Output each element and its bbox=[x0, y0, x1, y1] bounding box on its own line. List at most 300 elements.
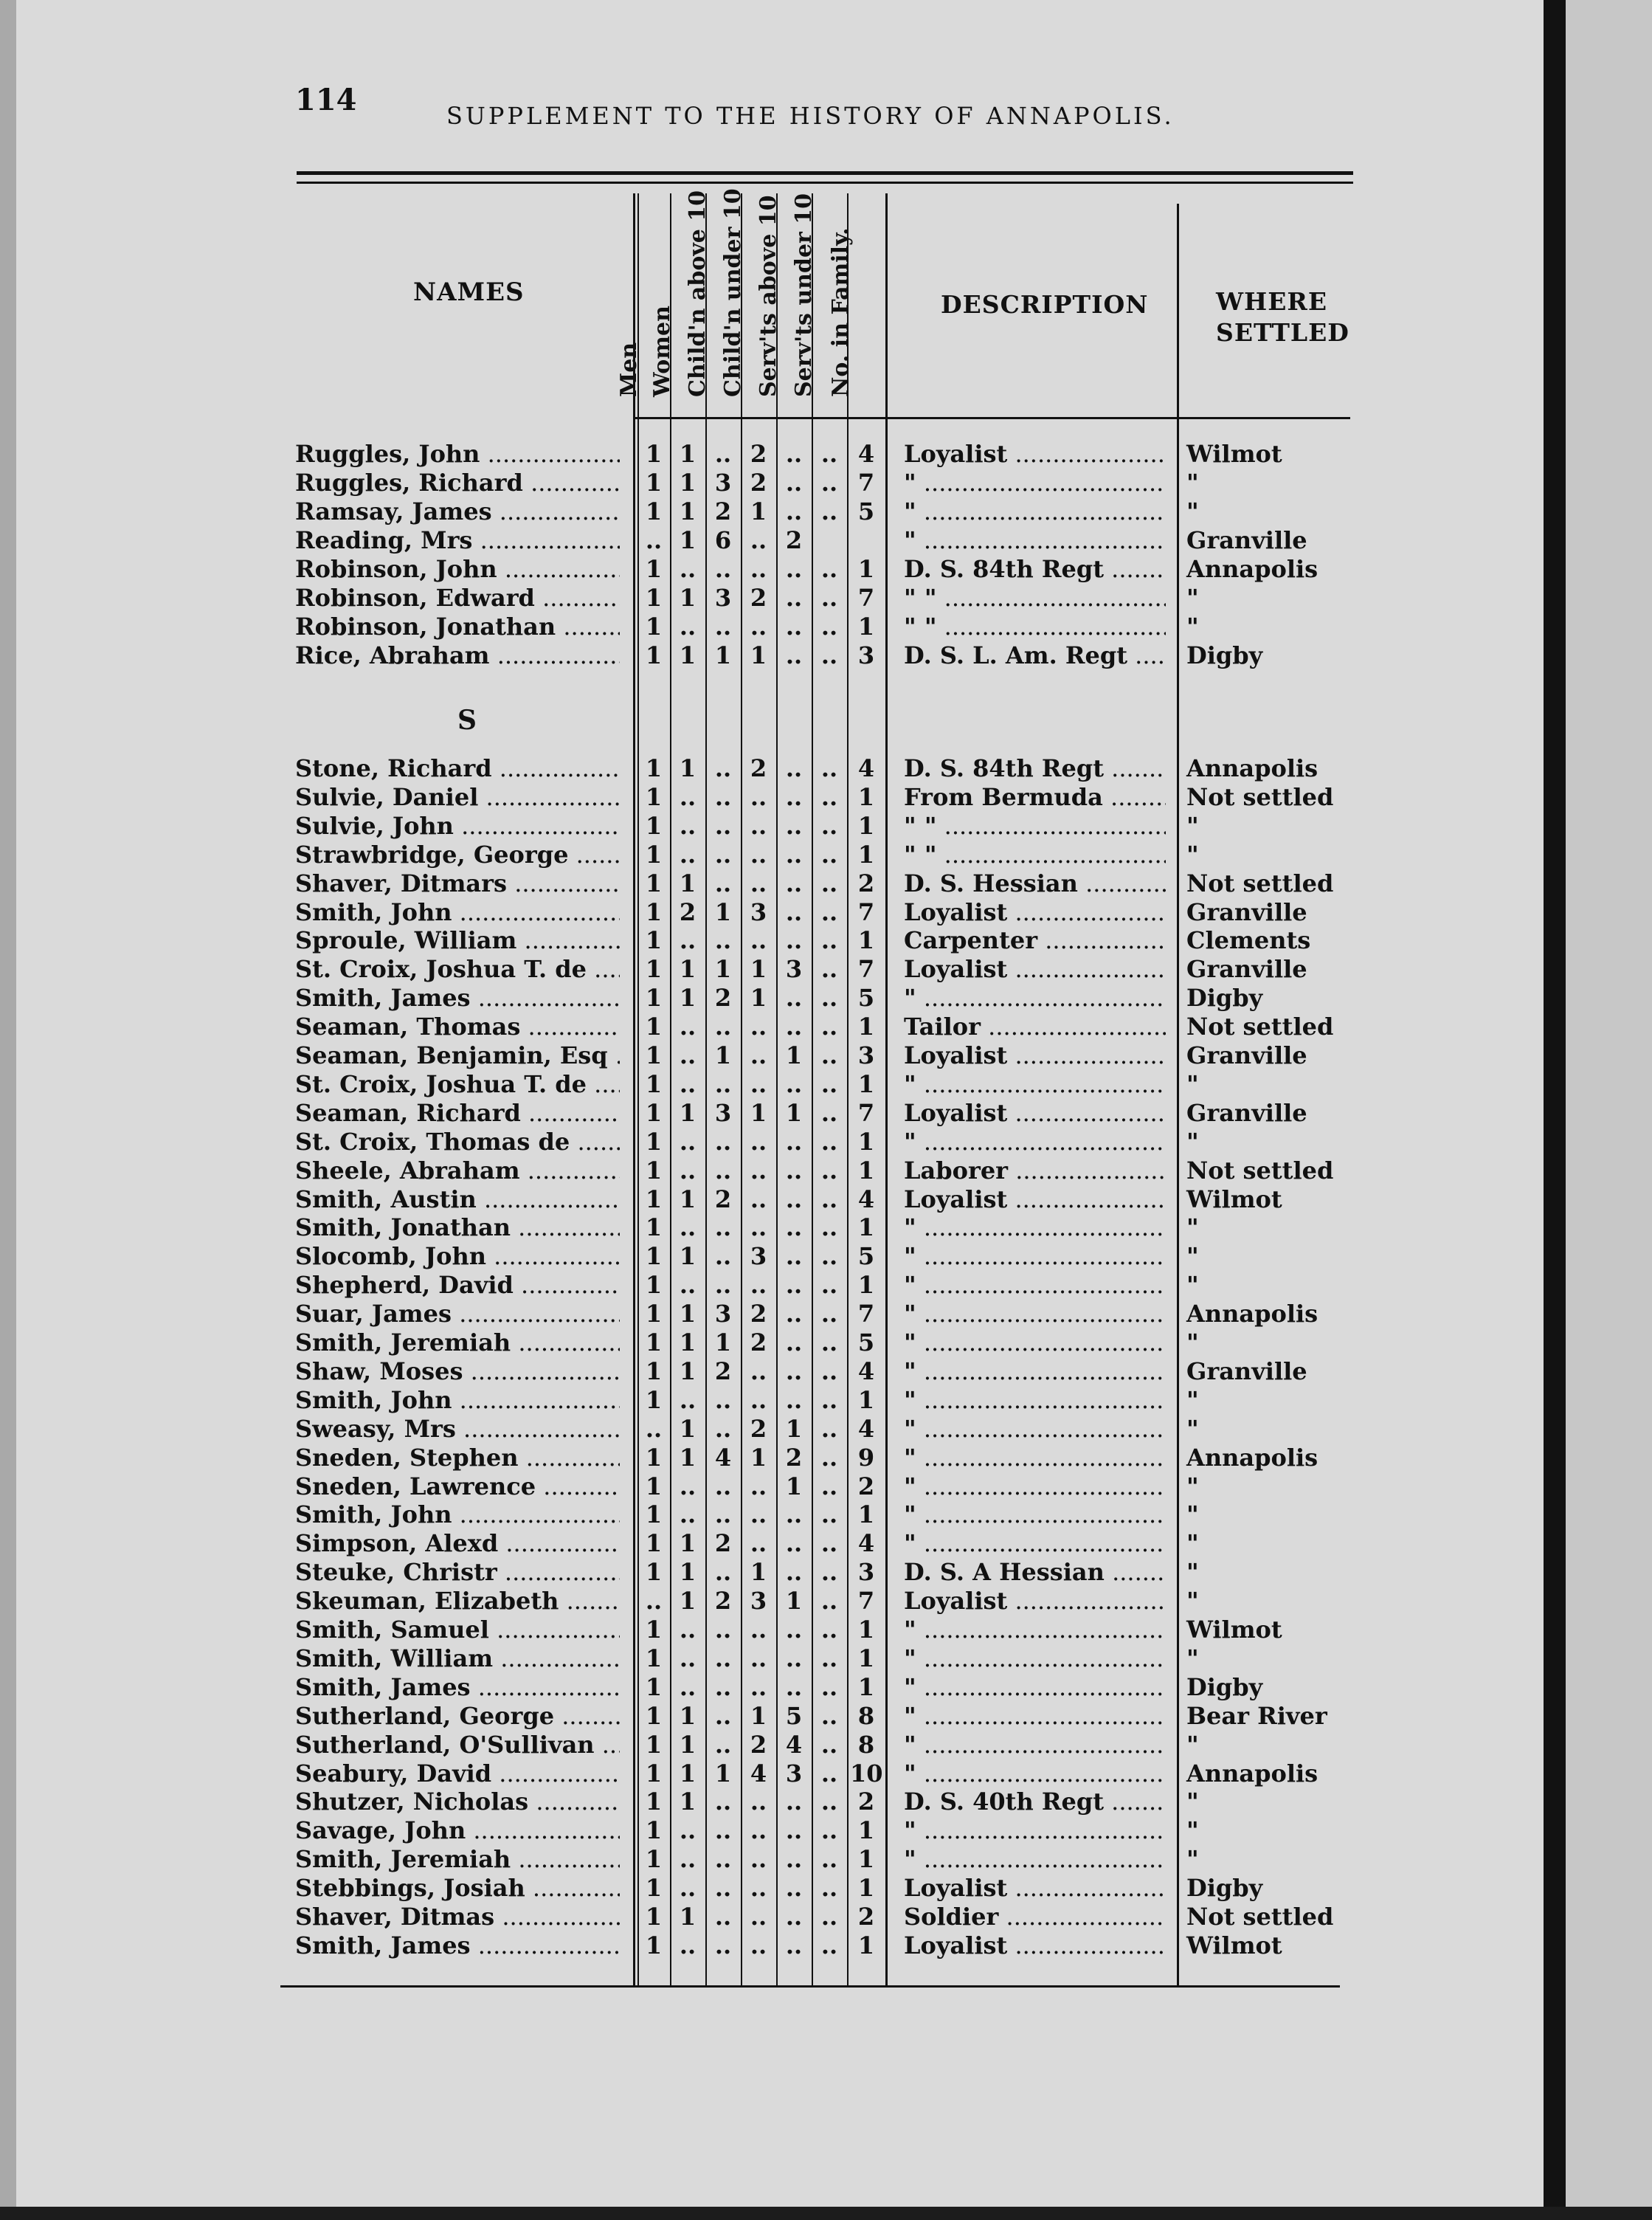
row-count-men: 1 bbox=[645, 754, 663, 782]
row-name: St. Croix, Thomas de ..... bbox=[295, 1128, 620, 1156]
row-name: Smith, James ..... bbox=[295, 1931, 620, 1959]
table-row bbox=[0, 1357, 1527, 1385]
row-count-fam: 8 bbox=[857, 1701, 875, 1730]
table-row bbox=[0, 1213, 1527, 1241]
row-count-cu: .. bbox=[750, 782, 767, 811]
row-where-settled: " bbox=[1186, 497, 1199, 525]
row-count-sa: 1 bbox=[785, 1414, 803, 1443]
row-count-ca: 2 bbox=[714, 984, 732, 1013]
row-description: D. S. L. Am. Regt ..... bbox=[904, 641, 1166, 669]
row-count-su: .. bbox=[820, 1931, 838, 1959]
row-count-women: 1 bbox=[679, 1328, 697, 1357]
row-count-women: 1 bbox=[679, 1903, 697, 1931]
row-count-su: .. bbox=[820, 1500, 838, 1529]
row-count-ca: 3 bbox=[714, 584, 732, 612]
row-count-su: .. bbox=[820, 1041, 838, 1069]
row-where-settled: " bbox=[1186, 1845, 1199, 1874]
row-count-sa: 3 bbox=[785, 955, 803, 984]
row-count-cu: 1 bbox=[750, 1558, 767, 1587]
row-count-ca: .. bbox=[714, 1730, 732, 1759]
row-count-cu: .. bbox=[750, 1903, 767, 1931]
row-name: Strawbridge, George ..... bbox=[295, 841, 620, 869]
row-count-su: .. bbox=[820, 1185, 838, 1213]
row-count-women: 1 bbox=[679, 440, 697, 468]
row-count-cu: .. bbox=[750, 1013, 767, 1041]
row-count-ca: .. bbox=[714, 811, 732, 840]
row-count-fam: 4 bbox=[857, 440, 875, 468]
table-row bbox=[0, 1415, 1527, 1443]
row-count-sa: .. bbox=[785, 1931, 803, 1959]
row-count-fam: 8 bbox=[857, 1730, 875, 1759]
row-count-sa: .. bbox=[785, 1816, 803, 1845]
row-count-sa: .. bbox=[785, 1500, 803, 1529]
row-count-cu: .. bbox=[750, 1156, 767, 1185]
row-count-cu: .. bbox=[750, 526, 767, 554]
row-count-ca: 1 bbox=[714, 1759, 732, 1788]
row-name: Smith, Jeremiah ..... bbox=[295, 1328, 620, 1357]
row-count-men: 1 bbox=[645, 1472, 663, 1500]
row-count-women: 1 bbox=[679, 1730, 697, 1759]
row-count-ca: 6 bbox=[714, 526, 732, 554]
row-count-ca: .. bbox=[714, 1672, 732, 1701]
row-name: Sutherland, George ..... bbox=[295, 1702, 620, 1730]
table-row bbox=[0, 1644, 1527, 1672]
row-description: " ..... bbox=[904, 1300, 1166, 1328]
row-count-ca: .. bbox=[714, 1845, 732, 1874]
row-description: " ..... bbox=[904, 1702, 1166, 1730]
row-name: Seaman, Richard ..... bbox=[295, 1099, 620, 1127]
row-count-sa: .. bbox=[785, 840, 803, 869]
row-count-su: .. bbox=[820, 1414, 838, 1443]
row-count-sa: .. bbox=[785, 1242, 803, 1271]
table-row bbox=[0, 1702, 1527, 1730]
row-name: Stone, Richard ..... bbox=[295, 754, 620, 782]
row-count-men: 1 bbox=[645, 1788, 663, 1816]
row-count-women: 1 bbox=[679, 1300, 697, 1328]
row-name: Sulvie, Daniel ..... bbox=[295, 783, 620, 811]
row-name: Simpson, Alexd ..... bbox=[295, 1529, 620, 1557]
table-row bbox=[0, 555, 1527, 583]
row-where-settled: " bbox=[1186, 1644, 1199, 1672]
row-count-cu: .. bbox=[750, 1788, 767, 1816]
row-count-fam: 10 bbox=[850, 1759, 883, 1788]
row-count-fam: 1 bbox=[857, 782, 875, 811]
row-count-su: .. bbox=[820, 1558, 838, 1587]
row-name: Smith, John ..... bbox=[295, 1386, 620, 1414]
row-description: " " ..... bbox=[904, 841, 1166, 869]
row-name: St. Croix, Joshua T. de ..... bbox=[295, 1070, 620, 1098]
running-head: SUPPLEMENT TO THE HISTORY OF ANNAPOLIS. bbox=[446, 102, 1175, 130]
row-count-ca: 2 bbox=[714, 1529, 732, 1558]
row-count-ca: 1 bbox=[714, 1328, 732, 1357]
row-count-fam: 2 bbox=[857, 1788, 875, 1816]
row-count-ca: .. bbox=[714, 1385, 732, 1414]
row-count-cu: .. bbox=[750, 869, 767, 897]
row-count-su: .. bbox=[820, 869, 838, 897]
table-row bbox=[0, 1444, 1527, 1472]
row-description: " " ..... bbox=[904, 613, 1166, 641]
row-count-su: .. bbox=[820, 1443, 838, 1472]
row-count-ca: .. bbox=[714, 1242, 732, 1271]
table-row bbox=[0, 469, 1527, 497]
row-description: " ..... bbox=[904, 1213, 1166, 1241]
row-count-su: .. bbox=[820, 469, 838, 497]
table-row bbox=[0, 1328, 1527, 1357]
row-where-settled: Not settled bbox=[1186, 869, 1334, 897]
row-count-cu: .. bbox=[750, 1845, 767, 1874]
row-description: " ..... bbox=[904, 1128, 1166, 1156]
table-row bbox=[0, 1386, 1527, 1414]
row-count-men: .. bbox=[645, 526, 663, 554]
row-count-men: 1 bbox=[645, 1672, 663, 1701]
row-count-sa: .. bbox=[785, 1328, 803, 1357]
page-number: 114 bbox=[295, 83, 357, 117]
row-count-ca: 2 bbox=[714, 1357, 732, 1385]
scan-outer-margin bbox=[1566, 0, 1652, 2220]
row-count-fam: 1 bbox=[857, 1385, 875, 1414]
row-count-men: 1 bbox=[645, 641, 663, 669]
row-count-ca: .. bbox=[714, 1558, 732, 1587]
row-description: " ..... bbox=[904, 1070, 1166, 1098]
header-serv-under: Serv'ts under 10 bbox=[791, 193, 817, 397]
row-where-settled: Wilmot bbox=[1186, 1185, 1282, 1213]
table-top-rule bbox=[297, 171, 1353, 175]
row-where-settled: Annapolis bbox=[1186, 1300, 1319, 1328]
row-description: Loyalist ..... bbox=[904, 1587, 1166, 1615]
table-row bbox=[0, 1271, 1527, 1299]
row-count-men: 1 bbox=[645, 1300, 663, 1328]
row-description: Loyalist ..... bbox=[904, 1041, 1166, 1069]
table-row bbox=[0, 1500, 1527, 1528]
row-name: Savage, John ..... bbox=[295, 1816, 620, 1844]
row-count-women: 1 bbox=[679, 1788, 697, 1816]
row-description: " ..... bbox=[904, 1500, 1166, 1528]
row-count-sa: .. bbox=[785, 1672, 803, 1701]
row-count-men: 1 bbox=[645, 613, 663, 641]
row-count-su: .. bbox=[820, 1672, 838, 1701]
row-count-women: .. bbox=[679, 1500, 697, 1529]
row-where-settled: " bbox=[1186, 1472, 1199, 1500]
row-count-fam: 1 bbox=[857, 1127, 875, 1156]
row-count-sa: .. bbox=[785, 555, 803, 583]
row-count-fam: 1 bbox=[857, 613, 875, 641]
row-count-cu: 3 bbox=[750, 1587, 767, 1616]
row-count-cu: .. bbox=[750, 1529, 767, 1558]
row-count-ca: .. bbox=[714, 1069, 732, 1098]
row-count-men: 1 bbox=[645, 1443, 663, 1472]
row-count-fam: 1 bbox=[857, 1069, 875, 1098]
row-description: Carpenter ..... bbox=[904, 926, 1166, 954]
row-count-fam: 1 bbox=[857, 1013, 875, 1041]
row-count-women: 1 bbox=[679, 1098, 697, 1127]
row-count-men: .. bbox=[645, 1587, 663, 1616]
row-count-cu: .. bbox=[750, 1672, 767, 1701]
row-count-ca: .. bbox=[714, 1500, 732, 1529]
row-count-sa: .. bbox=[785, 1385, 803, 1414]
row-name: Shaw, Moses ..... bbox=[295, 1357, 620, 1385]
row-count-sa: .. bbox=[785, 984, 803, 1013]
row-name: Sneden, Stephen ..... bbox=[295, 1444, 620, 1472]
row-count-su: .. bbox=[820, 584, 838, 612]
row-count-women: .. bbox=[679, 1127, 697, 1156]
row-count-cu: 1 bbox=[750, 497, 767, 525]
row-count-sa: 1 bbox=[785, 1098, 803, 1127]
row-count-fam: 7 bbox=[857, 1098, 875, 1127]
row-count-men: 1 bbox=[645, 1271, 663, 1300]
row-count-su: .. bbox=[820, 1098, 838, 1127]
row-where-settled: Granville bbox=[1186, 1041, 1307, 1069]
row-count-ca: .. bbox=[714, 1213, 732, 1242]
table-row bbox=[0, 1931, 1527, 1959]
header-description: DESCRIPTION bbox=[941, 290, 1149, 319]
table-row bbox=[0, 869, 1527, 897]
row-count-cu: 2 bbox=[750, 440, 767, 468]
row-count-fam: 1 bbox=[857, 1874, 875, 1903]
row-count-cu: .. bbox=[750, 1041, 767, 1069]
row-where-settled: Annapolis bbox=[1186, 555, 1319, 583]
row-count-sa: .. bbox=[785, 1013, 803, 1041]
row-name: Sulvie, John ..... bbox=[295, 812, 620, 840]
scan-bottom-edge bbox=[0, 2207, 1652, 2220]
row-count-fam: 3 bbox=[857, 1041, 875, 1069]
row-count-su: .. bbox=[820, 1903, 838, 1931]
row-count-cu: .. bbox=[750, 1500, 767, 1529]
row-count-fam: 5 bbox=[857, 984, 875, 1013]
row-count-ca: .. bbox=[714, 1013, 732, 1041]
row-count-sa: .. bbox=[785, 1874, 803, 1903]
row-count-women: .. bbox=[679, 1874, 697, 1903]
row-count-su: .. bbox=[820, 984, 838, 1013]
header-child-above: Child'n above 10 bbox=[685, 190, 711, 397]
row-where-settled: " bbox=[1186, 613, 1199, 641]
row-description: " ..... bbox=[904, 526, 1166, 554]
row-count-sa: .. bbox=[785, 1616, 803, 1644]
row-name: Robinson, John ..... bbox=[295, 555, 620, 583]
row-count-sa: 5 bbox=[785, 1701, 803, 1730]
row-count-men: 1 bbox=[645, 1845, 663, 1874]
row-count-su: .. bbox=[820, 1156, 838, 1185]
row-count-fam: 7 bbox=[857, 1587, 875, 1616]
row-description: " ..... bbox=[904, 1616, 1166, 1644]
row-count-ca: .. bbox=[714, 869, 732, 897]
row-count-fam: 4 bbox=[857, 1414, 875, 1443]
row-count-women: 1 bbox=[679, 1529, 697, 1558]
row-count-cu: .. bbox=[750, 1213, 767, 1242]
row-count-cu: 2 bbox=[750, 1730, 767, 1759]
row-count-women: 1 bbox=[679, 1242, 697, 1271]
row-count-su: .. bbox=[820, 1300, 838, 1328]
row-count-ca: 2 bbox=[714, 1587, 732, 1616]
table-row bbox=[0, 1816, 1527, 1844]
row-where-settled: Wilmot bbox=[1186, 1616, 1282, 1644]
row-count-fam: 5 bbox=[857, 1328, 875, 1357]
row-count-men: 1 bbox=[645, 497, 663, 525]
table-row bbox=[0, 613, 1527, 641]
row-count-women: .. bbox=[679, 555, 697, 583]
row-name: Seaman, Thomas ..... bbox=[295, 1013, 620, 1041]
row-description: D. S. A Hessian ..... bbox=[904, 1558, 1166, 1586]
table-row bbox=[0, 1587, 1527, 1615]
row-count-fam: 3 bbox=[857, 1558, 875, 1587]
row-description: " ..... bbox=[904, 1271, 1166, 1299]
row-count-cu: 2 bbox=[750, 754, 767, 782]
row-count-cu: 1 bbox=[750, 1098, 767, 1127]
row-count-su: .. bbox=[820, 1759, 838, 1788]
table-row bbox=[0, 1041, 1527, 1069]
row-count-women: 2 bbox=[679, 897, 697, 926]
row-count-cu: 1 bbox=[750, 955, 767, 984]
row-count-fam: 1 bbox=[857, 1500, 875, 1529]
row-where-settled: " bbox=[1186, 1500, 1199, 1529]
row-count-fam: 5 bbox=[857, 1242, 875, 1271]
row-description: D. S. Hessian ..... bbox=[904, 869, 1166, 897]
row-count-cu: .. bbox=[750, 1472, 767, 1500]
row-count-women: .. bbox=[679, 926, 697, 955]
row-description: " ..... bbox=[904, 1386, 1166, 1414]
row-count-sa: .. bbox=[785, 1213, 803, 1242]
row-count-women: .. bbox=[679, 1472, 697, 1500]
table-row bbox=[0, 1788, 1527, 1816]
row-count-sa: 3 bbox=[785, 1759, 803, 1788]
row-count-su: .. bbox=[820, 1874, 838, 1903]
row-count-cu: .. bbox=[750, 1069, 767, 1098]
row-count-sa: .. bbox=[785, 641, 803, 669]
table-row bbox=[0, 984, 1527, 1012]
row-count-sa: .. bbox=[785, 1788, 803, 1816]
row-count-women: 1 bbox=[679, 984, 697, 1013]
table-row bbox=[0, 1242, 1527, 1270]
row-count-cu: .. bbox=[750, 811, 767, 840]
row-count-fam: 1 bbox=[857, 555, 875, 583]
row-count-men: .. bbox=[645, 1414, 663, 1443]
row-count-men: 1 bbox=[645, 1500, 663, 1529]
row-count-women: 1 bbox=[679, 497, 697, 525]
row-count-women: .. bbox=[679, 811, 697, 840]
row-count-fam: 1 bbox=[857, 1271, 875, 1300]
row-description: Loyalist ..... bbox=[904, 898, 1166, 926]
row-count-fam: 7 bbox=[857, 1300, 875, 1328]
row-where-settled: " bbox=[1186, 1271, 1199, 1300]
row-count-ca: 1 bbox=[714, 641, 732, 669]
row-count-cu: .. bbox=[750, 555, 767, 583]
row-count-fam: 7 bbox=[857, 897, 875, 926]
row-count-ca: .. bbox=[714, 1874, 732, 1903]
row-count-sa: .. bbox=[785, 1845, 803, 1874]
row-count-ca: 2 bbox=[714, 497, 732, 525]
row-count-cu: 2 bbox=[750, 1328, 767, 1357]
row-count-ca: 1 bbox=[714, 955, 732, 984]
row-count-cu: .. bbox=[750, 1127, 767, 1156]
row-description: " ..... bbox=[904, 1529, 1166, 1557]
row-name: Smith, Samuel ..... bbox=[295, 1616, 620, 1644]
row-count-ca: 1 bbox=[714, 897, 732, 926]
row-count-women: 1 bbox=[679, 1185, 697, 1213]
row-count-fam: 1 bbox=[857, 840, 875, 869]
row-description: " " ..... bbox=[904, 584, 1166, 612]
row-count-men: 1 bbox=[645, 811, 663, 840]
row-count-cu: 1 bbox=[750, 641, 767, 669]
row-count-women: 1 bbox=[679, 469, 697, 497]
table-top-rule-thin bbox=[297, 182, 1353, 184]
row-count-women: 1 bbox=[679, 1587, 697, 1616]
row-count-su: .. bbox=[820, 811, 838, 840]
table-row bbox=[0, 1529, 1527, 1557]
row-description: Tailor ..... bbox=[904, 1013, 1166, 1041]
table-row bbox=[0, 1759, 1527, 1788]
row-count-su: .. bbox=[820, 897, 838, 926]
table-row bbox=[0, 841, 1527, 869]
row-count-ca: .. bbox=[714, 613, 732, 641]
row-name: Smith, Jeremiah ..... bbox=[295, 1845, 620, 1873]
row-count-men: 1 bbox=[645, 782, 663, 811]
row-count-cu: .. bbox=[750, 1816, 767, 1845]
row-where-settled: " bbox=[1186, 1730, 1199, 1759]
row-count-fam: 9 bbox=[857, 1443, 875, 1472]
row-count-men: 1 bbox=[645, 1931, 663, 1959]
row-count-su: .. bbox=[820, 1242, 838, 1271]
row-name: Suar, James ..... bbox=[295, 1300, 620, 1328]
row-count-women: .. bbox=[679, 1213, 697, 1242]
row-count-cu: .. bbox=[750, 1616, 767, 1644]
row-where-settled: Not settled bbox=[1186, 1013, 1334, 1041]
row-description: From Bermuda ..... bbox=[904, 783, 1166, 811]
row-name: Ruggles, John ..... bbox=[295, 440, 620, 468]
row-count-ca: .. bbox=[714, 1788, 732, 1816]
row-count-men: 1 bbox=[645, 984, 663, 1013]
row-description: Loyalist ..... bbox=[904, 1874, 1166, 1902]
row-where-settled: Annapolis bbox=[1186, 1443, 1319, 1472]
row-count-cu: .. bbox=[750, 840, 767, 869]
row-count-su: .. bbox=[820, 1357, 838, 1385]
row-where-settled: " bbox=[1186, 1529, 1199, 1558]
row-count-su: .. bbox=[820, 782, 838, 811]
table-row bbox=[0, 1673, 1527, 1701]
row-count-fam: 3 bbox=[857, 641, 875, 669]
header-women: Women bbox=[649, 306, 675, 397]
row-count-sa: 1 bbox=[785, 1041, 803, 1069]
row-count-su: .. bbox=[820, 1127, 838, 1156]
row-count-fam: 1 bbox=[857, 926, 875, 955]
row-count-men: 1 bbox=[645, 1357, 663, 1385]
row-where-settled: " bbox=[1186, 1414, 1199, 1443]
row-count-women: 1 bbox=[679, 1558, 697, 1587]
row-count-fam: 1 bbox=[857, 1845, 875, 1874]
row-name: Robinson, Jonathan ..... bbox=[295, 613, 620, 641]
table-row bbox=[0, 1300, 1527, 1328]
row-description: " ..... bbox=[904, 497, 1166, 525]
row-count-su: .. bbox=[820, 926, 838, 955]
row-description: " ..... bbox=[904, 1444, 1166, 1472]
row-description: " ..... bbox=[904, 1242, 1166, 1270]
row-count-ca: .. bbox=[714, 1156, 732, 1185]
row-count-women: 1 bbox=[679, 754, 697, 782]
row-count-su: .. bbox=[820, 1845, 838, 1874]
row-name: Smith, John ..... bbox=[295, 898, 620, 926]
row-where-settled: " bbox=[1186, 1385, 1199, 1414]
row-count-ca: .. bbox=[714, 1816, 732, 1845]
row-count-women: .. bbox=[679, 1845, 697, 1874]
row-count-ca: 4 bbox=[714, 1443, 732, 1472]
row-count-su: .. bbox=[820, 1816, 838, 1845]
row-count-ca: .. bbox=[714, 1931, 732, 1959]
row-count-sa: 1 bbox=[785, 1472, 803, 1500]
row-count-su: .. bbox=[820, 1013, 838, 1041]
row-where-settled: " bbox=[1186, 1242, 1199, 1271]
section-letter: S bbox=[457, 705, 477, 736]
table-row bbox=[0, 641, 1527, 669]
row-where-settled: " bbox=[1186, 1816, 1199, 1845]
table-row bbox=[0, 898, 1527, 926]
